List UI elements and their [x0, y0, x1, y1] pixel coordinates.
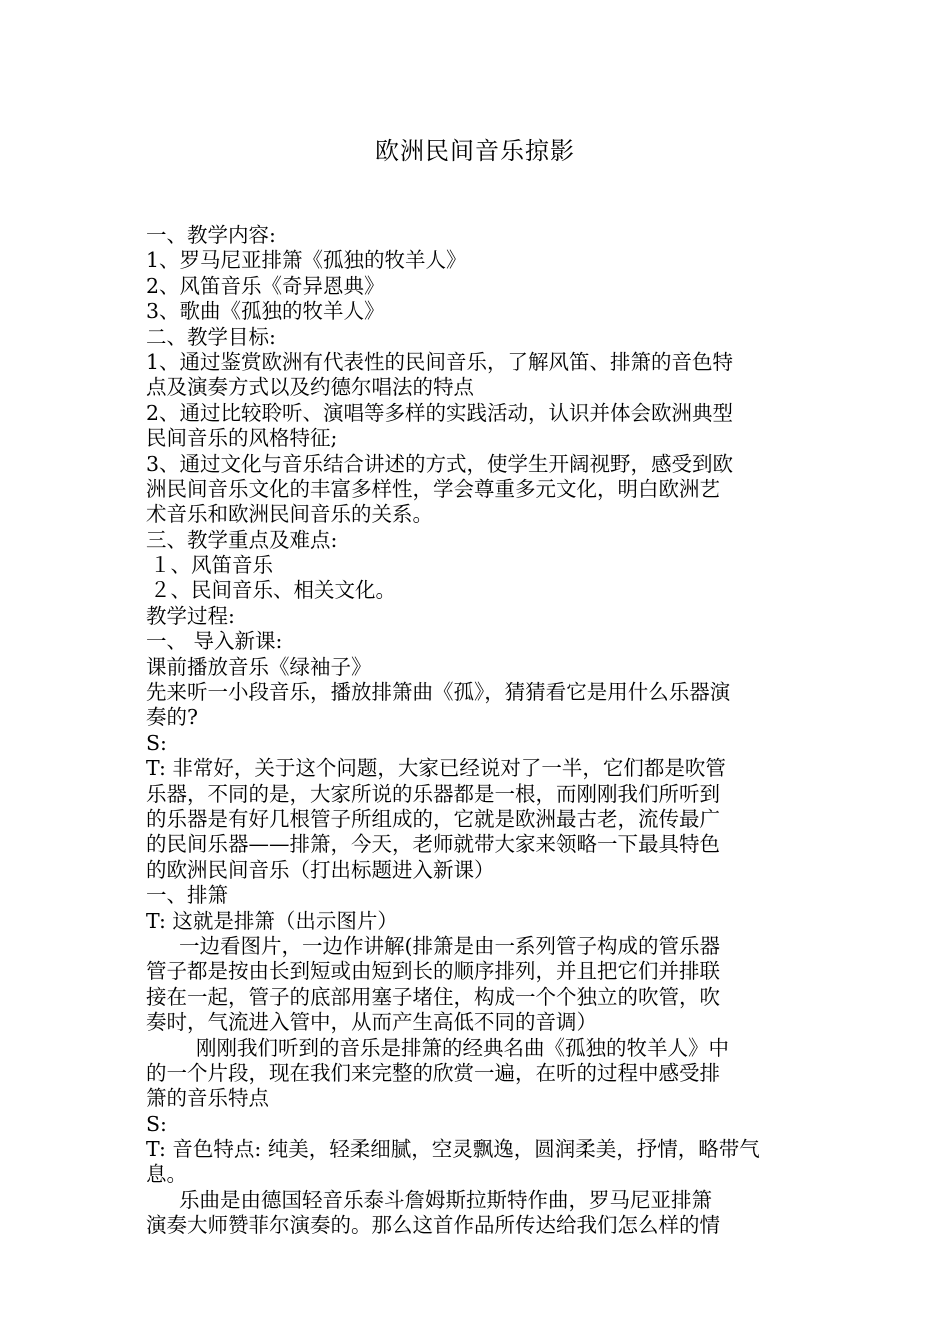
- paragraph-line: 箫的音乐特点: [146, 1086, 269, 1111]
- paragraph-line: 乐曲是由德国轻音乐泰斗詹姆斯拉斯特作曲，罗马尼亚排箫: [179, 1187, 712, 1212]
- student-response: S:: [146, 730, 167, 755]
- content-item: 2、风笛音乐《奇异恩典》: [146, 273, 385, 298]
- goal-line: 民间音乐的风格特征;: [146, 426, 338, 451]
- paragraph-line: 演奏大师赞菲尔演奏的。那么这首作品所传达给我们怎么样的情: [146, 1213, 720, 1238]
- goal-line: 点及演奏方式以及约德尔唱法的特点: [146, 375, 474, 400]
- paragraph-line: 刚刚我们听到的音乐是排箫的经典名曲《孤独的牧羊人》中: [196, 1035, 729, 1060]
- teacher-line: T: 这就是排箫（出示图片）: [146, 908, 398, 933]
- paragraph-line: 先来听一小段音乐，播放排箫曲《孤》，猜猜看它是用什么乐器演: [146, 680, 731, 705]
- goal-line: 2、通过比较聆听、演唱等多样的实践活动，认识并体会欧洲典型: [146, 400, 734, 425]
- section-heading: 一、教学内容:: [146, 223, 276, 247]
- process-heading: 一、排箫: [146, 883, 228, 908]
- teacher-line: 息。: [146, 1162, 187, 1187]
- goal-line: 1、通过鉴赏欧洲有代表性的民间音乐，了解风笛、排箫的音色特: [146, 349, 734, 374]
- paragraph-line: 的一个片段，现在我们来完整的欣赏一遍，在听的过程中感受排: [146, 1060, 720, 1085]
- document-body: [146, 223, 816, 1239]
- key-point: １、风笛音乐: [150, 553, 273, 578]
- section-heading: 二、教学目标:: [146, 324, 276, 349]
- paragraph-line: 课前播放音乐《绿袖子》: [146, 654, 372, 679]
- content-item: 3、歌曲《孤独的牧羊人》: [146, 299, 385, 324]
- paragraph-line: 管子都是按由长到短或由短到长的顺序排列，并且把它们并排联: [146, 959, 720, 984]
- goal-line: 洲民间音乐文化的丰富多样性，学会尊重多元文化，明白欧洲艺: [146, 476, 720, 501]
- goal-line: 3、通过文化与音乐结合讲述的方式，使学生开阔视野，感受到欧: [146, 451, 734, 476]
- paragraph-line: 接在一起，管子的底部用塞子堵住，构成一个个独立的吹管，吹: [146, 984, 720, 1009]
- key-point: ２、民间音乐、相关文化。: [150, 578, 396, 603]
- document-title: 欧洲民间音乐掠影: [375, 137, 575, 165]
- paragraph-line: 奏的?: [146, 705, 198, 730]
- section-heading: 三、教学重点及难点:: [146, 527, 338, 552]
- teacher-line: 的民间乐器——排箫，今天，老师就带大家来领略一下最具特色: [146, 832, 720, 857]
- student-response: S:: [146, 1111, 167, 1136]
- teacher-line: 的乐器是有好几根管子所组成的，它就是欧洲最古老，流传最广: [146, 806, 720, 831]
- teacher-line: 的欧洲民间音乐（打出标题进入新课）: [146, 857, 495, 882]
- teacher-line: 乐器，不同的是，大家所说的乐器都是一根，而刚刚我们所听到: [146, 781, 720, 806]
- process-heading: 一、 导入新课:: [146, 629, 283, 654]
- section-heading: 教学过程:: [146, 603, 235, 628]
- paragraph-line: 奏时，气流进入管中，从而产生高低不同的音调）: [146, 1010, 597, 1035]
- content-item: 1、罗马尼亚排箫《孤独的牧羊人》: [146, 248, 467, 273]
- goal-line: 术音乐和欧洲民间音乐的关系。: [146, 502, 433, 527]
- paragraph-line: 一边看图片，一边作讲解(排箫是由一系列管子构成的管乐器: [179, 933, 720, 958]
- teacher-line: T: 音色特点: 纯美，轻柔细腻，空灵飘逸，圆润柔美，抒情，略带气: [146, 1137, 760, 1162]
- teacher-line: T: 非常好，关于这个问题，大家已经说对了一半，它们都是吹管: [146, 756, 726, 781]
